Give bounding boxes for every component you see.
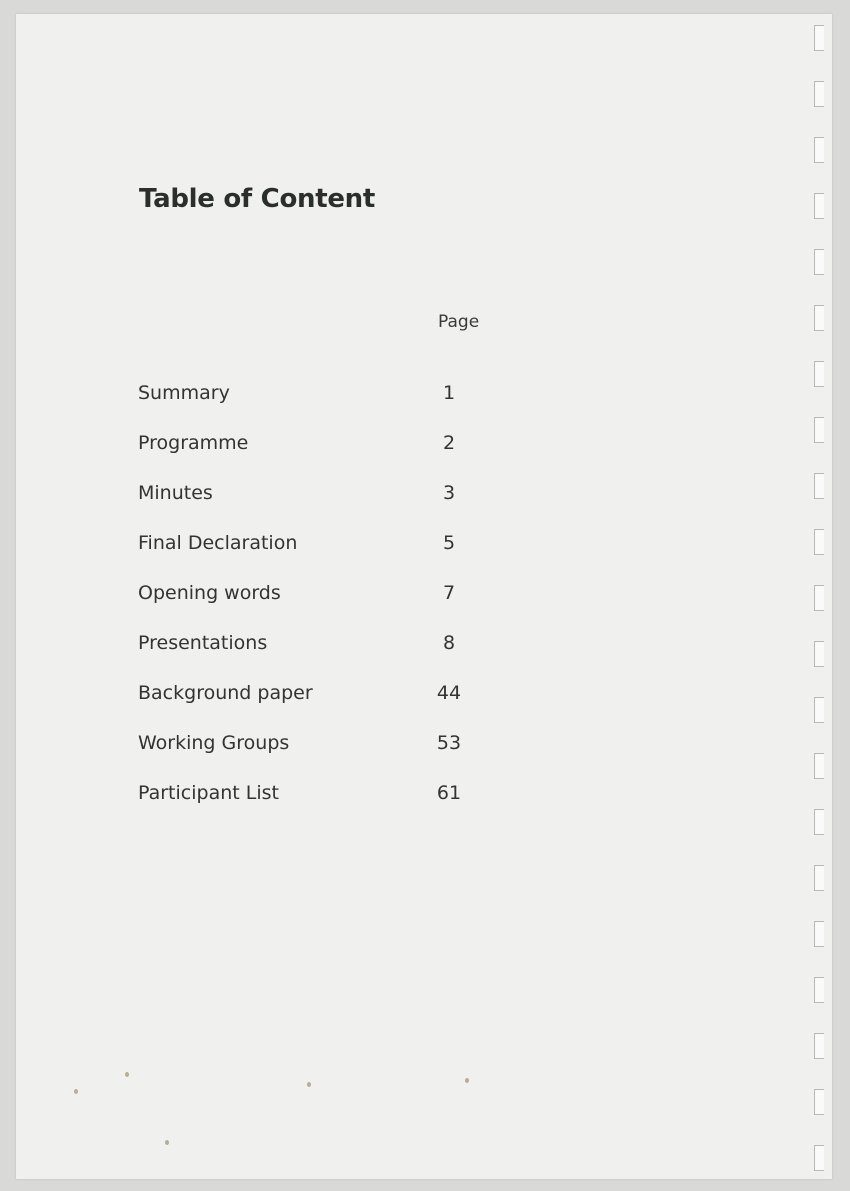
binding-slot	[814, 1089, 824, 1115]
comb-binding	[814, 20, 828, 1180]
binding-slot	[814, 249, 824, 275]
toc-entry	[138, 482, 498, 532]
toc-entry-label: Working Groups	[138, 732, 290, 754]
toc-entry-page: 7	[442, 582, 456, 604]
binding-slot	[814, 753, 824, 779]
binding-slot	[814, 1033, 824, 1059]
paper-speck	[465, 1078, 469, 1083]
binding-slot	[814, 977, 824, 1003]
binding-slot	[814, 529, 824, 555]
toc-entry-label: Participant List	[138, 782, 279, 804]
page-column-header: Page	[438, 312, 480, 332]
binding-slot	[814, 25, 824, 51]
binding-slot	[814, 305, 824, 331]
binding-slot	[814, 473, 824, 499]
table-of-contents	[138, 382, 498, 832]
binding-slot	[814, 1145, 824, 1171]
binding-slot	[814, 81, 824, 107]
binding-slot	[814, 921, 824, 947]
toc-entry-label: Summary	[138, 382, 230, 404]
toc-entry-page: 1	[442, 382, 456, 404]
binding-slot	[814, 809, 824, 835]
document-page	[16, 14, 832, 1179]
toc-entry-page: 5	[442, 532, 456, 554]
toc-entry-label: Programme	[138, 432, 249, 454]
toc-entry-label: Minutes	[138, 482, 213, 504]
paper-speck	[125, 1072, 129, 1077]
toc-entry-label: Background paper	[138, 682, 313, 704]
binding-slot	[814, 585, 824, 611]
binding-slot	[814, 193, 824, 219]
toc-entry	[138, 382, 498, 432]
binding-slot	[814, 697, 824, 723]
toc-entry	[138, 582, 498, 632]
toc-entry-label: Opening words	[138, 582, 281, 604]
binding-slot	[814, 361, 824, 387]
toc-entry-page: 61	[436, 782, 462, 804]
toc-entry	[138, 532, 498, 582]
toc-entry-page: 53	[436, 732, 462, 754]
toc-entry-page: 44	[436, 682, 462, 704]
toc-entry	[138, 732, 498, 782]
toc-entry	[138, 782, 498, 832]
binding-slot	[814, 641, 824, 667]
toc-entry	[138, 632, 498, 682]
binding-slot	[814, 865, 824, 891]
paper-speck	[307, 1082, 311, 1087]
toc-entry-page: 2	[442, 432, 456, 454]
toc-entry-label: Presentations	[138, 632, 268, 654]
toc-entry-page: 3	[442, 482, 456, 504]
toc-entry	[138, 682, 498, 732]
binding-slot	[814, 137, 824, 163]
paper-speck	[74, 1089, 78, 1094]
page-title: Table of Content	[139, 184, 376, 214]
paper-speck	[165, 1140, 169, 1145]
binding-slot	[814, 417, 824, 443]
toc-entry	[138, 432, 498, 482]
toc-entry-label: Final Declaration	[138, 532, 298, 554]
toc-entry-page: 8	[442, 632, 456, 654]
